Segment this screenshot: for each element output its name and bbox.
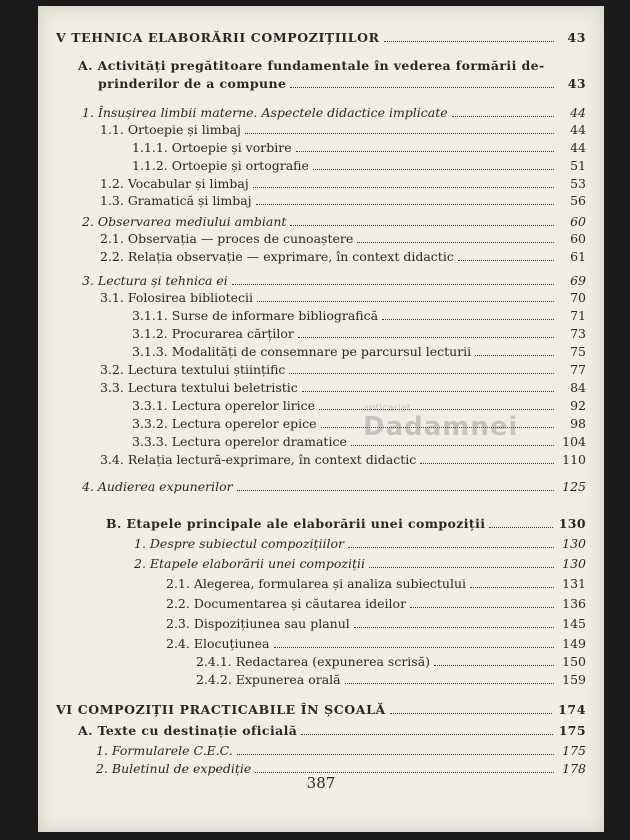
toc-entry-page: 104 [562,434,586,449]
toc-entry-title: 2.2. Documentarea și căutarea ideilor [166,596,407,611]
dot-leader [357,242,554,243]
toc-entry [100,193,586,208]
toc-entry-page: 136 [562,596,586,611]
toc-entry [196,672,586,687]
toc-entry [56,702,586,717]
toc-entry-page: 60 [570,231,586,246]
toc-entry [132,308,586,323]
toc-entry [166,616,586,631]
dot-leader [253,187,554,188]
dot-leader [256,204,554,205]
toc-entry-title: prinderilor de a compune [98,76,287,91]
toc-entry-page: 53 [570,176,586,191]
toc-entry-title: A. Activități pregătitoare fundamentale în vederea formării de- [78,58,545,73]
toc-entry-title: 1.2. Vocabular și limbaj [100,176,249,191]
toc-entry [82,214,586,229]
toc-entry-page: 56 [570,193,586,208]
dot-leader [302,391,554,392]
dot-leader [390,713,552,714]
toc-entry [100,380,586,395]
dot-leader [237,754,554,755]
toc-entry-title: 2.1. Observația — proces de cunoaștere [100,231,354,246]
dot-leader [298,337,554,338]
toc-entry-page: 178 [562,761,586,776]
toc-entry-page: 61 [570,249,586,264]
toc-entry [78,723,586,738]
toc-entry-page: 73 [570,326,586,341]
toc-entry-title: 4. Audierea expunerilor [82,479,233,494]
toc-entry [78,58,586,73]
toc-entry-title: 3.3.3. Lectura operelor dramatice [132,434,347,449]
toc-entry-page: 130 [562,556,586,571]
toc-entry-page: 43 [567,30,586,45]
page-number: 387 [306,774,336,792]
toc-entry-title: 2.4.1. Redactarea (expunerea scrisă) [196,654,431,669]
dot-leader [257,301,554,302]
book-page [38,6,604,832]
toc-entry-page: 174 [558,702,586,717]
toc-entry [134,556,586,571]
dot-leader [382,319,554,320]
toc-entry-page: 71 [570,308,586,323]
toc-entry [98,76,586,91]
dot-leader [489,527,552,528]
watermark [363,404,518,440]
dot-leader [348,547,554,548]
dot-leader [345,683,554,684]
toc-entry-title: 1.1.1. Ortoepie și vorbire [132,140,292,155]
toc-entry-title: 1.1. Ortoepie și limbaj [100,122,241,137]
toc-entry [134,536,586,551]
toc-entry-title: 3.1.3. Modalități de consemnare pe parcursul lecturii [132,344,472,359]
dot-leader [420,463,554,464]
toc-entry-page: 44 [570,140,586,155]
toc-entry [166,596,586,611]
dot-leader [369,567,554,568]
toc-entry-page: 159 [562,672,586,687]
toc-entry-page: 145 [562,616,586,631]
toc-entry [82,479,586,494]
toc-entry-page: 84 [570,380,586,395]
dot-leader [290,87,554,88]
toc-entry [96,743,586,758]
dot-leader [237,490,554,491]
toc-entry-title: 3.3.1. Lectura operelor lirice [132,398,316,413]
dot-leader [274,647,555,648]
toc-entry-title: 2. Observarea mediului ambiant [82,214,287,229]
toc-entry [166,636,586,651]
dot-leader [301,734,552,735]
dot-leader [290,225,554,226]
dot-leader [313,169,554,170]
dot-leader [255,772,554,773]
toc-entry [100,122,586,137]
toc-entry [82,273,586,288]
toc-entry-title: B. Etapele principale ale elaborării unei compoziții [106,516,486,531]
toc-entry [132,326,586,341]
toc-entry [100,231,586,246]
toc-entry-title: 2. Etapele elaborării unei compoziții [134,556,365,571]
toc-entry [100,362,586,377]
toc-entry-page: 75 [570,344,586,359]
dot-leader [354,627,554,628]
toc-entry-title: 3. Lectura și tehnica ei [82,273,228,288]
toc-entry-title: 1.3. Gramatică și limbaj [100,193,252,208]
toc-entry-page: 131 [562,576,586,591]
dot-leader [289,373,554,374]
toc-entry-page: 92 [570,398,586,413]
dot-leader [458,260,554,261]
toc-entry [82,105,586,120]
toc-entry-page: 70 [570,290,586,305]
dot-leader [452,116,554,117]
dot-leader [296,151,554,152]
toc-entry [132,158,586,173]
toc-entry-page: 69 [570,273,586,288]
dot-leader [434,665,554,666]
toc-entry [132,344,586,359]
toc-entry-title: 1.1.2. Ortoepie și ortografie [132,158,309,173]
toc-entry-page: 150 [562,654,586,669]
toc-entry-title: 2.3. Dispozițiunea sau planul [166,616,350,631]
dot-leader [384,41,554,42]
watermark-line1: anticariat [363,403,411,414]
toc-entry-page: 125 [562,479,586,494]
toc-entry-page: 110 [562,452,586,467]
toc-entry-title: 2.4. Elocuțiunea [166,636,270,651]
toc-entry-title: 1. Însușirea limbii materne. Aspectele didactice implicate [82,105,448,120]
toc-entry-title: V TEHNICA ELABORĂRII COMPOZIȚIILOR [56,30,380,45]
toc-entry-title: 3.3.2. Lectura operelor epice [132,416,317,431]
toc-entry-page: 60 [570,214,586,229]
toc-entry-page: 175 [562,743,586,758]
toc-entry [100,176,586,191]
dot-leader [245,133,554,134]
toc-entry [100,290,586,305]
toc-entry-page: 51 [570,158,586,173]
toc-entry-page: 175 [558,723,586,738]
toc-entry-title: 3.1.2. Procurarea cărților [132,326,294,341]
toc-entry-title: 1. Formularele C.E.C. [96,743,233,758]
dot-leader [351,445,554,446]
toc-entry-title: 3.4. Relația lectură-exprimare, în context didactic [100,452,417,467]
toc-entry [132,140,586,155]
toc-entry-page: 43 [567,76,586,91]
dot-leader [232,284,554,285]
toc-entry [166,576,586,591]
toc-entry-page: 77 [570,362,586,377]
dot-leader [470,587,554,588]
toc-entry [100,249,586,264]
watermark-line2: Dadamnei [363,412,519,442]
dot-leader [410,607,554,608]
toc-entry-title: 2.1. Alegerea, formularea și analiza subiectului [166,576,467,591]
toc-entry [100,452,586,467]
toc-entry-page: 149 [562,636,586,651]
toc-entry [196,654,586,669]
toc-entry [106,516,586,531]
toc-entry-title: 3.2. Lectura textului științific [100,362,286,377]
toc-entry-page: 98 [570,416,586,431]
toc-entry-title: VI COMPOZIȚII PRACTICABILE ÎN ȘCOALĂ [56,702,386,717]
toc-entry-title: 3.1. Folosirea bibliotecii [100,290,254,305]
toc-entry-title: 2.4.2. Expunerea orală [196,672,341,687]
toc-entry-title: 2.2. Relația observație — exprimare, în context didactic [100,249,454,264]
toc-entry-title: 1. Despre subiectul compozițiilor [134,536,344,551]
toc-entry-title: 2. Buletinul de expediție [96,761,252,776]
toc-entry-page: 130 [562,536,586,551]
toc-entry-title: A. Texte cu destinație oficială [78,723,298,738]
toc-entry-page: 44 [570,105,586,120]
dot-leader [475,355,554,356]
toc-entry [56,30,586,45]
toc-entry-page: 44 [570,122,586,137]
toc-entry-title: 3.1.1. Surse de informare bibliografică [132,308,379,323]
toc-entry-page: 130 [558,516,586,531]
toc-entry-title: 3.3. Lectura textului beletristic [100,380,298,395]
